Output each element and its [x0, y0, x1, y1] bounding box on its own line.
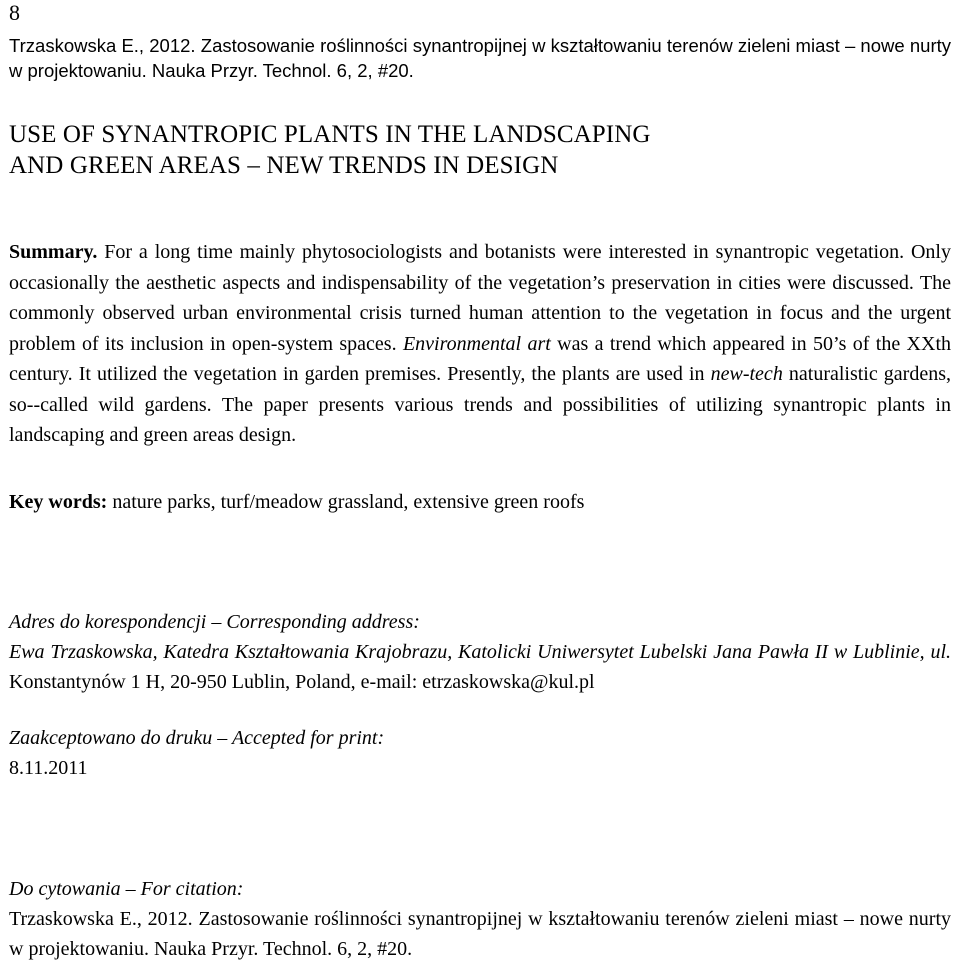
summary-italic-environmental-art: Environmental art — [402, 332, 551, 355]
summary-paragraph — [9, 237, 951, 451]
corresponding-address-text — [9, 637, 951, 697]
citation-text: Trzaskowska E., 2012. Zastosowanie roślinności synantropijnej w kształtowaniu terenów zieleni miast – nowe nurty w projektowaniu. Nauka Przyr. Technol. 6, 2, #20. — [9, 908, 951, 960]
title-line-1: USE OF SYNANTROPIC PLANTS IN THE LANDSCAPING — [9, 121, 651, 148]
summary-label: Summary. — [9, 241, 98, 263]
accepted-for-print — [9, 723, 951, 783]
corresponding-address-label: Adres do korespondencji – Corresponding address: — [9, 611, 420, 633]
summary-text-1: For a long time mainly phytosociologists and botanists were interested in synantropic vegetation. Only occasionally the aesthetic aspects and indispensability of the vegetation’s preservation in cities were discussed. The commonly observed urban environmental crisis turned human attention to the vegetation in focus and the urgent problem of its inclusion in open-system spaces. — [9, 241, 951, 355]
title-line-2: AND GREEN AREAS – NEW TRENDS IN DESIGN — [9, 152, 559, 179]
paper-title — [9, 119, 951, 181]
summary-text-2: was a trend which appeared in 50’s of the XXth century. It utilized the vegetation in garden premises. Presently, the plants are used in — [9, 332, 952, 385]
keywords-label: Key words: — [9, 491, 108, 513]
corresponding-address — [9, 607, 951, 697]
keywords-text: nature parks, turf/meadow grassland, extensive green roofs — [107, 491, 585, 513]
accepted-date: 8.11.2011 — [9, 757, 88, 779]
page-number: 8 — [9, 0, 20, 25]
citation-label: Do cytowania – For citation: — [9, 878, 244, 900]
summary-text-3: naturalistic gardens, so--called wild gardens. The paper presents various trends and possibilities of utilizing synantropic plants in landscaping and green areas design. — [9, 363, 952, 446]
address-rest: Konstantynów 1 H, 20-950 Lublin, Poland, e-mail: etrzaskowska@kul.pl — [9, 671, 595, 693]
keywords — [9, 487, 951, 517]
running-header-citation: Trzaskowska E., 2012. Zastosowanie roślinności synantropijnej w kształtowaniu terenów zieleni miast – nowe nurty w projektowaniu. Nauka Przyr. Technol. 6, 2, #20. — [9, 35, 951, 81]
summary-italic-new-tech: new-tech — [710, 363, 783, 385]
accepted-label: Zaakceptowano do druku – Accepted for print: — [9, 727, 385, 749]
address-italic: Ewa Trzaskowska, Katedra Kształtowania Krajobrazu, Katolicki Uniwersytet Lubelski Jana Pawła II w Lublinie, ul. — [9, 641, 951, 663]
for-citation — [9, 874, 951, 964]
